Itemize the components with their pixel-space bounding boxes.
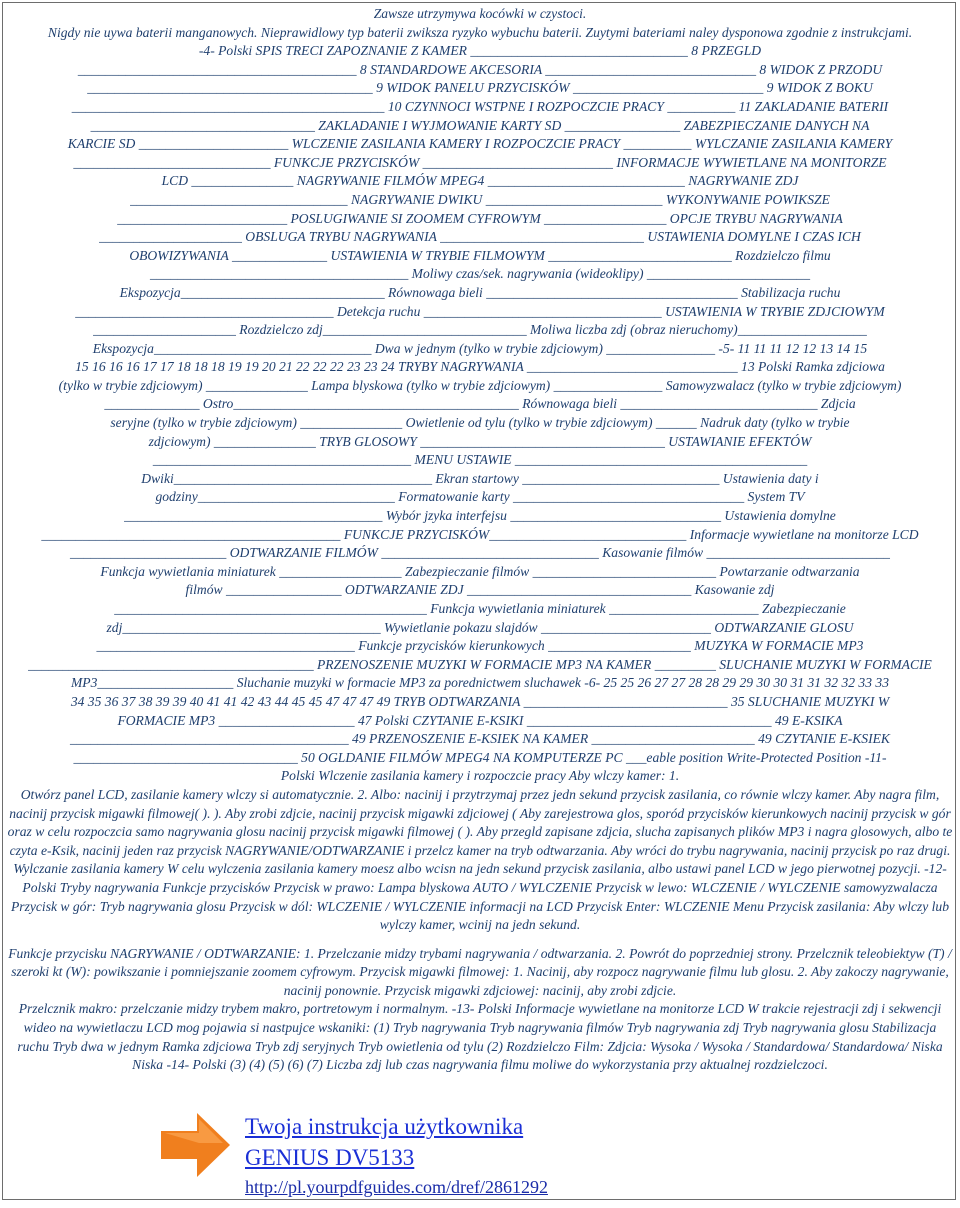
toc-line: _____________________________ FUNKCJE PRZYCISKÓW ____________________________ INFORMACJE WYWIETLANE NA MONITORZE — [73, 154, 887, 170]
footer-links — [245, 1111, 548, 1199]
toc-line: ______________________________________ Detekcja ruchu ___________________________________ USTAWIENIA W TRYBIE ZDJCIOWYM — [75, 303, 885, 319]
toc-line: 34 35 36 37 38 39 39 40 41 41 42 43 44 45 45 47 47 47 49 TRYB ODTWARZANIA ______________________________ 35 SLUCHANIE MUZYKI W — [70, 693, 890, 709]
toc-line: godziny_____________________________ Formatowanie karty __________________________________ System TV — [155, 489, 805, 505]
toc-line: LCD _______________ NAGRYWANIE FILMÓW MPEG4 _____________________________ NAGRYWANIE ZDJ — [161, 173, 799, 189]
product-name-link[interactable]: GENIUS DV5133 — [245, 1145, 415, 1170]
toc-line: ______________________________________________ Funkcja wywietlania miniaturek ______________________ Zabezpieczanie — [114, 601, 846, 616]
toc-line: KARCIE SD ______________________ WLCZENIE ZASILANIA KAMERY I ROZPOCZCIE PRACY __________ WYLCZANIE ZASILANIA KAMERY — [67, 136, 893, 152]
toc-line: _____________________ Rozdzielczo zdj______________________________ Moliwa liczba zdj (obraz nieruchomy)___________________ — [93, 322, 867, 338]
toc-line: Funkcja wywietlania miniaturek __________________ Zabezpieczanie filmów ___________________________ Powtarzanie odtwarzania — [100, 563, 860, 579]
toc-line: _____________________ OBSLUGA TRYBU NAGRYWANIA ______________________________ USTAWIENIA DOMYLNE I CZAS ICH — [99, 229, 861, 245]
toc-line: ______________ Ostro__________________________________________ Równowaga bieli _____________________________ Zdjcia — [104, 396, 856, 412]
toc-line: Dwiki______________________________________ Ekran startowy _____________________________ Ustawienia daty i — [141, 470, 819, 486]
toc-line: (tylko w trybie zdjciowym) _______________ Lampa blyskowa (tylko w trybie zdjciowym) ________________ Samowyzwalacz (tylko w trybie zdjciowym) — [58, 377, 902, 393]
toc-line: _________________________________ 50 OGLDANIE FILMÓW MPEG4 NA KOMPUTERZE PC ___eable position Write-Protected Position -11- — [73, 749, 887, 765]
toc-line: ________________________________ NAGRYWANIE DWIKU __________________________ WYKONYWANIE POWIKSZE — [130, 191, 830, 207]
document-text — [7, 5, 953, 1075]
paragraph: Zawsze utrzymywa kocówki w czystoci. — [373, 6, 587, 21]
toc-line: ______________________________________ Funkcje przycisków kierunkowych _____________________ MUZYKA W FORMACIE MP3 — [96, 638, 864, 654]
toc-line: Ekspozycja________________________________ Dwa w jednym (tylko w trybie zdjciowym) ________________ -5- 11 11 11 12 12 13 14 15 — [92, 340, 868, 356]
toc-line: ______________________________________ Wybór jzyka interfejsu _______________________________ Ustawienia domylne — [124, 508, 836, 524]
toc-line: _______________________ ODTWARZANIE FILMÓW ________________________________ Kasowanie filmów ___________________________ — [70, 545, 890, 561]
toc-line: ______________________________________________ 10 CZYNNOCI WSTPNE I ROZPOCZCIE PRACY __________ 11 ZAKLADANIE BATERII — [71, 98, 889, 114]
toc-line: __________________________________________ PRZENOSZENIE MUZYKI W FORMACIE MP3 NA KAMER _________ SLUCHANIE MUZYKI W FORMACIE — [28, 656, 932, 672]
toc-line: _________________________________________ 49 PRZENOSZENIE E-KSIEK NA KAMER ________________________ 49 CZYTANIE E-KSIEK — [69, 731, 891, 747]
toc-line: _________________________________ ZAKLADANIE I WYJMOWANIE KARTY SD _________________ ZABEZPIECZANIE DANYCH NA — [90, 117, 870, 133]
paragraph: Nigdy nie uywa baterii manganowych. Nieprawidlowy typ baterii zwiksza ryzyko wybuchu baterii. Zuytymi bateriami naley dysponowa zgodnie z instrukcjami. — [47, 24, 913, 40]
toc-line: ______________________________________ MENU USTAWIE ___________________________________________ — [152, 452, 808, 468]
toc-line: ______________________________________ Moliwy czas/sek. nagrywania (wideoklipy) ________________________ — [149, 266, 810, 282]
toc-line: ____________________________________________ FUNKCJE PRZYCISKÓW_____________________________ Informacje wywietlane na monitorze LCD — [41, 526, 919, 542]
paragraph: Przelcznik makro: przelczanie midzy trybem makro, portretowym i normalnym. -13- Polski Informacje wywietlane na monitorze LCD W trakcie rejestracji zdj i sekwencji wideo na wywietlaczu LCD mog pojawia si nastpujce wskaniki: (1) Tryb nagrywania Tryb nagrywania filmów Tryb nagrywania zdj Tryb nagrywania glosu Stabilizacja ruchu Tryb dwa w jednym Ramka zdjciowa Tryb zdj seryjnych Tryb owietlenia od tylu (2) Rozdzielczo Film: Zdjcia: Wysoka / Wysoka / Standardowa/ Standardowa/ Niska Niska -14- Polski (3) (4) (5) (6) (7) Liczba zdj lub czas nagrywania filmu moliwe do wykorzystania przy aktualnej rozdzielczoci. — [17, 1001, 943, 1073]
toc-line: -4- Polski SPIS TRECI ZAPOZNANIE Z KAMER ________________________________ 8 PRZEGLD — [198, 43, 762, 59]
toc-line: _________________________________________ 8 STANDARDOWE AKCESORIA _______________________________ 8 WIDOK Z PRZODU — [77, 61, 883, 77]
toc-line: __________________________________________ 9 WIDOK PANELU PRZYCISKÓW ____________________________ 9 WIDOK Z BOKU — [87, 80, 873, 96]
toc-line: MP3____________________ Sluchanie muzyki w formacie MP3 za porednictwem sluchawek -6- 25 25 26 27 27 28 28 29 29 30 30 31 31 32 32 33 33 — [70, 675, 890, 691]
right-arrow-icon — [157, 1109, 233, 1181]
toc-line: _________________________ POSLUGIWANIE SI ZOOMEM CYFROWYM __________________ OPCJE TRYBU NAGRYWANIA — [117, 210, 843, 226]
toc-line: FORMACIE MP3 ____________________ 47 Polski CZYTANIE E-KSIKI ____________________________________ 49 E-KSIKA — [117, 712, 843, 728]
paragraph: Funkcje przycisku NAGRYWANIE / ODTWARZANIE: 1. Przelczanie midzy trybami nagrywania / odtwarzania. 2. Powrót do poprzedniej strony. Przelcznik teleobiektyw (T) / szeroki kt (W): powikszanie i pomniejszanie zoomem cyfrowym. Przycisk migawki filmowej: 1. Nacinij, aby rozpocz nagrywanie filmu lub glosu. 2. Aby zakoczy nagrywanie, nacinij ponownie. Przycisk migawki zdjciowej: nacinij, aby zrobi zdjcie. — [8, 945, 952, 998]
document-page — [2, 2, 956, 1200]
toc-line: OBOWIZYWANIA ______________ USTAWIENIA W TRYBIE FILMOWYM ___________________________ Rozdzielczo filmu — [129, 247, 831, 263]
paragraph: Polski Wlczenie zasilania kamery i rozpoczcie pracy Aby wlczy kamer: 1. — [280, 768, 680, 784]
paragraph: Otwórz panel LCD, zasilanie kamery wlczy si automatycznie. 2. Albo: nacinij i przytrzymaj przez jedn sekund przycisk zasilania, co równie wlczy kamer. Aby nagra film, nacinij przycisk migawki filmowej( ). ). Aby zrobi zdjcie, nacinij przycisk migawki zdjciowej ( Aby zarejestrowa glos, sporód przycisków kierunkowych nacinij przycisk w gór oraz w celu rozpoczcia samo nagrywania glosu nacinij przycisk migawki filmowej ( ). Aby przegld zapisane zdjcia, slucha zapisanych plików MP3 i nagra glosowych, albo te czyta e-Ksik, nacinij jeden raz przycisk NAGRYWANIE/ODTWARZANIE i przelcz kamer na tryb odtwarzania. Aby wróci do trybu nagrywania, nacinij przycisk po raz drugi. Wylczanie zasilania kamery W celu wylczenia zasilania kamery moesz albo wcisn na jedn sekund przycisk zasilania, albo ustawi panel LCD w jego pierwotnej pozycji. -12- Polski Tryby nagrywania Funkcje przycisków Przycisk w prawo: Lampa blyskowa AUTO / WYLCZENIE Przycisk w lewo: WLCZENIE / WYLCZENIE samowyzwalacza Przycisk w gór: Tryb nagrywania glosu Przycisk w dól: WLCZENIE / WYLCZENIE informacji na LCD Przycisk Enter: WLCZENIE Menu Przycisk zasilania: Aby wlczy lub wylczy kamer, wcinij na jedn sekund. — [7, 786, 953, 933]
toc-line: seryjne (tylko w trybie zdjciowym) _______________ Owietlenie od tylu (tylko w trybie zdjciowym) ______ Nadruk daty (tylko w trybie — [110, 415, 850, 431]
toc-line: zdj______________________________________ Wywietlanie pokazu slajdów _________________________ ODTWARZANIE GLOSU — [106, 619, 854, 635]
toc-line: 15 16 16 16 17 17 18 18 18 19 19 20 21 22 22 22 23 23 24 TRYBY NAGRYWANIA _______________________________ 13 Polski Ramka zdjciowa — [75, 359, 885, 375]
user-manual-link[interactable]: Twoja instrukcja użytkownika — [245, 1114, 524, 1139]
footer-banner — [3, 1103, 957, 1199]
toc-line: filmów _________________ ODTWARZANIE ZDJ _________________________________ Kasowanie zdj — [185, 582, 775, 598]
toc-line: zdjciowym) _______________ TRYB GLOSOWY ____________________________________ USTAWIANIE EFEKTÓW — [148, 433, 812, 449]
toc-line: Ekspozycja______________________________ Równowaga bieli _____________________________________ Stabilizacja ruchu — [119, 284, 841, 300]
guide-url-link[interactable]: http://pl.yourpdfguides.com/dref/2861292 — [245, 1177, 548, 1197]
